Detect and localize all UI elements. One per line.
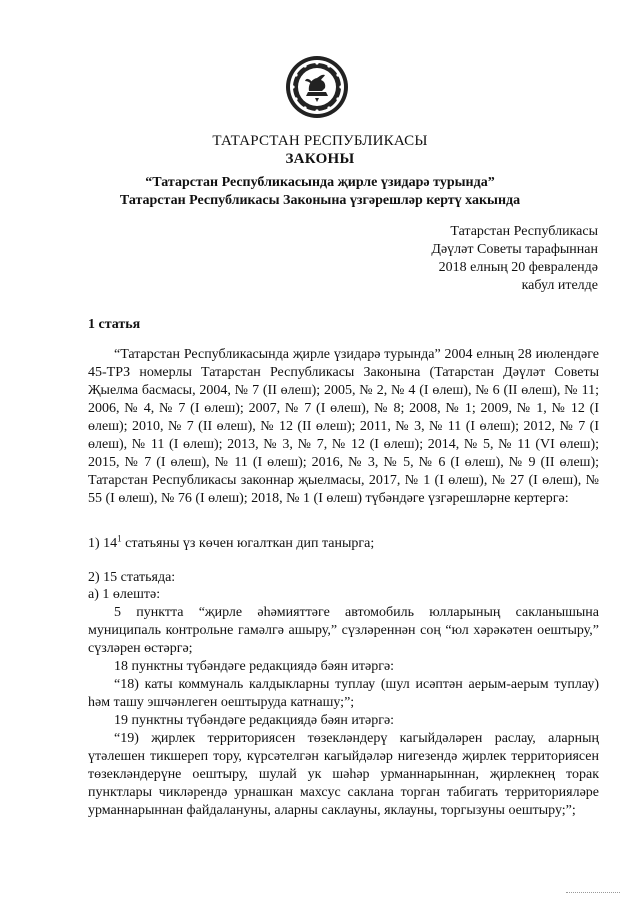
adoption-block (431, 223, 598, 295)
quote-point-19: “19) җирлек территориясен төзекләндерү кагыйдәләрен раслау, аларның үтәлешен тикшереп тору, күрсәтелгән кагыйдәләр нигезендә җирлек территориясен төзекләндерүне оештыру, шулай ук шәһәр урманнарыннан, җирлекнең торак пунктлары чикләрендә урнашкан махсус саклана торган табигать территорияләре урманнарыннан файдалануны, аларны саклауны, яклауны, торгызуны оештыру;”; (88, 731, 599, 818)
article-heading: 1 статья (88, 317, 141, 332)
adoption-line: кабул ителде (521, 278, 598, 293)
list-item-2a: а) 1 өлештә: (88, 587, 161, 602)
adoption-line: Дәүләт Советы тарафыннан (431, 242, 598, 257)
law-title-line-1: “Татарстан Республикасында җирле үзидарә турында” (145, 175, 495, 190)
list-item-2: 2) 15 статьяда: (88, 570, 176, 585)
article-intro-paragraph: “Татарстан Республикасында җирле үзидарә турында” 2004 елның 28 июлендәге 45-ТРЗ номерлы Татарстан Республикасы Законына (Татарстан Дәүләт Советы Җыелма басмасы, 2004, № 7 (II өлеш); 2005, № 2, № 4 (I өлеш), № 6 (II өлеш), № 11; 2006, № 4, № 7 (I өлеш); 2007, № 7 (I өлеш), № 8; 2008, № 1; 2009, № 1, № 12 (I өлеш); 2010, № 7 (II өлеш), № 12 (II өлеш); 2011, № 3, № 11 (I өлеш); 2012, № 7 (I өлеш), № 11 (I өлеш); 2013, № 3, № 7, № 12 (I өлеш); 2014, № 5, № 11 (VI өлеш); 2015, № 7 (I өлеш), № 11 (I өлеш); 2016, № 3, № 5, № 6 (I өлеш), № 9 (II өлеш); Татарстан Республикасы законнар җыелмасы, 2017, № 1 (I өлеш), № 27 (I өлеш), № 55 (I өлеш), № 76 (I өлеш); 2018, № 1 (I өлеш) түбәндәге үзгәрешләрне кертергә: (88, 347, 599, 506)
law-title-line-2: Татарстан Республикасы Законына үзгәрешләр кертү хакында (119, 193, 521, 208)
list-item-1-post: статьяны үз көчен югалткан дип танырга; (121, 536, 375, 551)
adoption-line: Татарстан Республикасы (450, 224, 598, 239)
law-heading: ЗАКОНЫ (285, 151, 355, 167)
footer-divider (566, 892, 620, 893)
list-item-1-pre: 1) 14 (88, 536, 118, 551)
quote-point-18: “18) каты коммуналь калдыкларны туплау (шул исәптән аерым-аерым туплау) һәм ташу эшчәнлеген оештыруда катнашу;”; (88, 677, 599, 710)
adoption-date: 2018 елның 20 февралендә (438, 260, 598, 275)
paragraph-point-5: 5 пунктта “җирле әһәмияттәге автомобиль юлларының сакланышына муниципаль контрольне гамәлгә ашыру,” сүзләреннән соң “юл хәрәкәтен оештыру,” сүзләрен өстәргә; (88, 605, 599, 656)
coat-of-arms-icon (284, 54, 350, 120)
list-item-1 (88, 535, 374, 553)
paragraph-point-18: 18 пунктны түбәндәге редакциядә бәян итәргә: (114, 659, 395, 674)
superscript: 1 (117, 533, 122, 544)
republic-heading: ТАТАРСТАН РЕСПУБЛИКАСЫ (212, 133, 428, 149)
paragraph-point-19: 19 пунктны түбәндәге редакциядә бәян итәргә: (114, 713, 395, 728)
